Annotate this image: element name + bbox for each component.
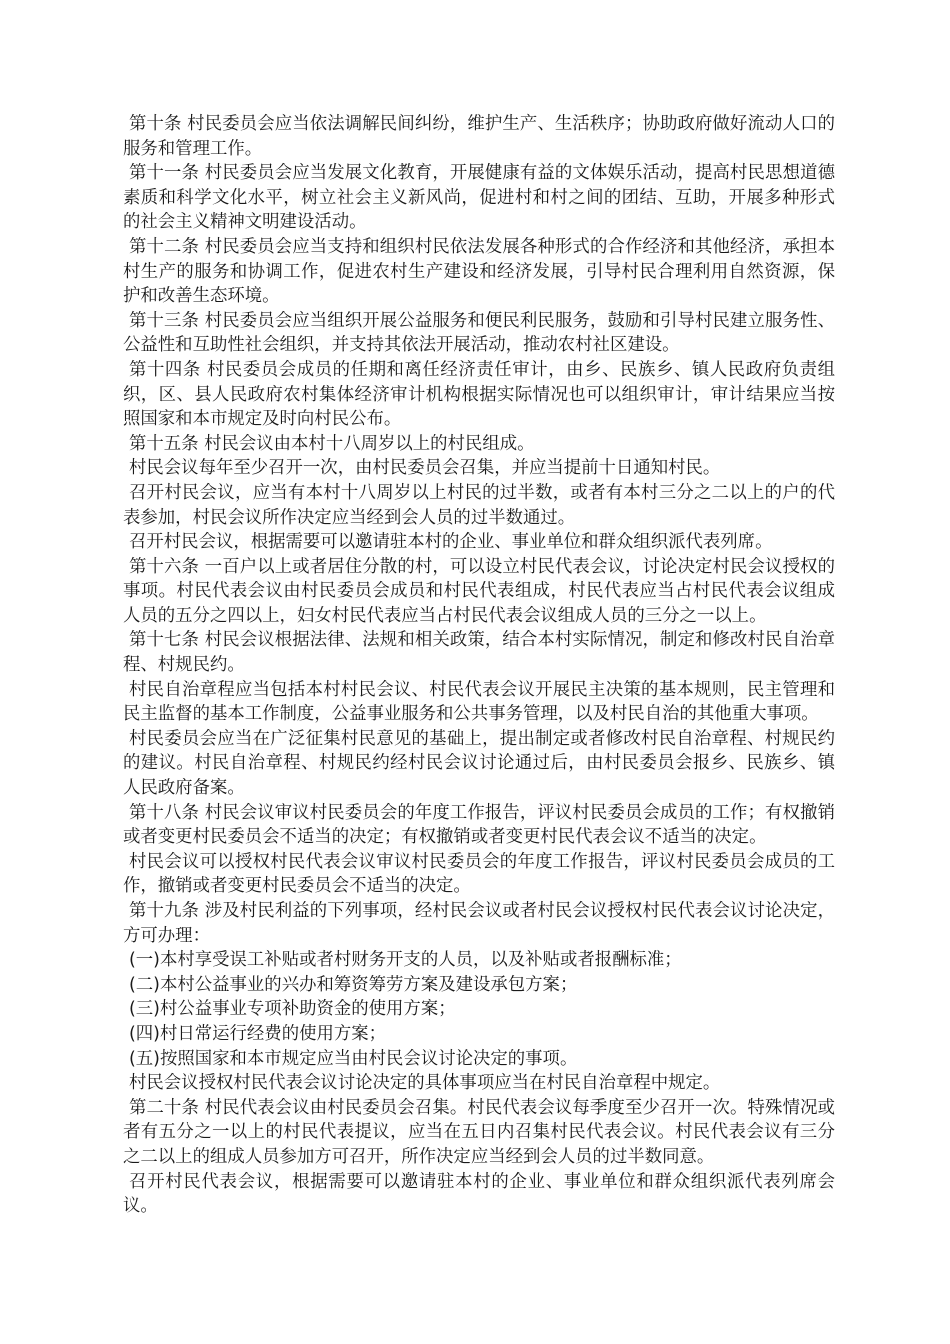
- paragraph: 村民委员会应当在广泛征集村民意见的基础上，提出制定或者修改村民自治章程、村规民约的建议。村民自治章程、村规民约经村民会议讨论通过后，由村民委员会报乡、民族乡、镇人民政府备案。: [123, 728, 835, 799]
- paragraph: 第十九条 涉及村民利益的下列事项，经村民会议或者村民会议授权村民代表会议讨论决定，方可办理：: [123, 901, 835, 946]
- paragraph: 第二十条 村民代表会议由村民委员会召集。村民代表会议每季度至少召开一次。特殊情况或者有五分之一以上的村民代表提议，应当在五日内召集村民代表会议。村民代表会议有三分之二以上的组成人员参加方可召开，所作决定应当经到会人员的过半数同意。: [123, 1097, 835, 1167]
- paragraph: 第十五条 村民会议由本村十八周岁以上的村民组成。: [129, 433, 535, 454]
- paragraph: 第十一条 村民委员会应当发展文化教育，开展健康有益的文体娱乐活动，提高村民思想道德素质和科学文化水平，树立社会主义新风尚，促进村和村之间的团结、互助，开展多种形式的社会主义精神文明建设活动。: [123, 163, 835, 233]
- list-item: (二)本村公益事业的兴办和筹资筹劳方案及建设承包方案；: [129, 974, 578, 995]
- paragraph: 村民会议每年至少召开一次，由村民委员会召集，并应当提前十日通知村民。: [129, 458, 721, 479]
- paragraph: 第十六条 一百户以上或者居住分散的村，可以设立村民代表会议，讨论决定村民会议授权的事项。村民代表会议由村民委员会成员和村民代表组成，村民代表应当占村民代表会议组成人员的五分之四以上，妇女村民代表应当占村民代表会议组成人员的三分之一以上。: [123, 556, 835, 626]
- paragraph: 召开村民会议，根据需要可以邀请驻本村的企业、事业单位和群众组织派代表列席。: [129, 532, 773, 553]
- document-body: [123, 112, 835, 1219]
- paragraph: 第十八条 村民会议审议村民委员会的年度工作报告，评议村民委员会成员的工作；有权撤销或者变更村民委员会不适当的决定；有权撤销或者变更村民代表会议不适当的决定。: [123, 802, 835, 848]
- list-item: (三)村公益事业专项补助资金的使用方案；: [129, 999, 456, 1020]
- paragraph: 村民会议授权村民代表会议讨论决定的具体事项应当在村民自治章程中规定。: [129, 1073, 721, 1094]
- list-item: (五)按照国家和本市规定应当由村民会议讨论决定的事项。: [129, 1048, 578, 1069]
- paragraph: 召开村民代表会议，根据需要可以邀请驻本村的企业、事业单位和群众组织派代表列席会议。: [123, 1171, 835, 1217]
- paragraph: 村民会议可以授权村民代表会议审议村民委员会的年度工作报告，评议村民委员会成员的工作，撤销或者变更村民委员会不适当的决定。: [123, 851, 835, 897]
- paragraph: 召开村民会议，应当有本村十八周岁以上村民的过半数，或者有本村三分之二以上的户的代表参加，村民会议所作决定应当经到会人员的过半数通过。: [123, 482, 835, 528]
- paragraph: 第十四条 村民委员会成员的任期和离任经济责任审计，由乡、民族乡、镇人民政府负责组织，区、县人民政府农村集体经济审计机构根据实际情况也可以组织审计，审计结果应当按照国家和本市规定及时向村民公布。: [123, 359, 835, 430]
- paragraph: 第十二条 村民委员会应当支持和组织村民依法发展各种形式的合作经济和其他经济，承担本村生产的服务和协调工作，促进农村生产建设和经济发展，引导村民合理利用自然资源，保护和改善生态环境。: [123, 236, 835, 307]
- paragraph: 第十七条 村民会议根据法律、法规和相关政策，结合本村实际情况，制定和修改村民自治章程、村规民约。: [123, 630, 835, 676]
- list-item: (四)村日常运行经费的使用方案；: [129, 1023, 387, 1044]
- paragraph: 第十三条 村民委员会应当组织开展公益服务和便民利民服务，鼓励和引导村民建立服务性、公益性和互助性社会组织，并支持其依法开展活动，推动农村社区建设。: [123, 310, 835, 356]
- paragraph: 村民自治章程应当包括本村村民会议、村民代表会议开展民主决策的基本规则，民主管理和民主监督的基本工作制度，公益事业服务和公共事务管理，以及村民自治的其他重大事项。: [123, 679, 835, 725]
- list-item: (一)本村享受误工补贴或者村财务开支的人员，以及补贴或者报酬标准；: [129, 950, 682, 971]
- paragraph: 第十条 村民委员会应当依法调解民间纠纷，维护生产、生活秩序；协助政府做好流动人口的服务和管理工作。: [123, 114, 835, 159]
